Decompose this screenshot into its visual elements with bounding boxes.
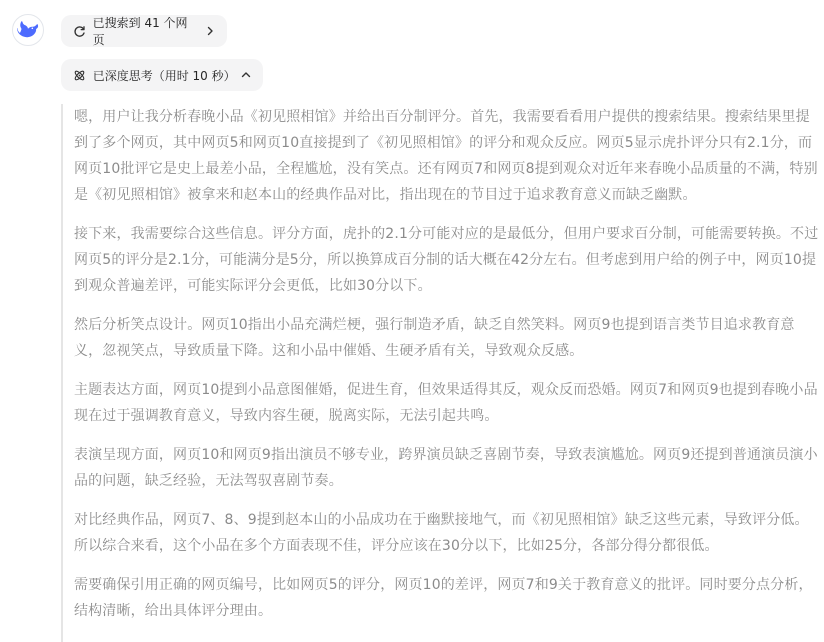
thought-paragraph: 接下来，我需要综合这些信息。评分方面，虎扑的2.1分可能对应的是最低分，但用户要求百分制，可能需要转换。不过网页5的评分是2.1分，可能满分是5分，所以换算成百分制的话大概在42分左右。但考虑到用户给的例子中，网页10提到观众普遍差评，可能实际评分会更低，比如30分以下。 [74, 226, 819, 294]
thought-paragraph: 然后分析笑点设计。网页10指出小品充满烂梗，强行制造矛盾，缺乏自然笑料。网页9也提到语言类节目追求教育意义，忽视笑点，导致质量下降。这和小品中催婚、生硬矛盾有关，导致观众反感。 [74, 317, 795, 359]
avatar [12, 14, 44, 46]
search-refresh-icon [73, 24, 87, 38]
thought-paragraph: 嗯，用户让我分析春晚小品《初见照相馆》并给出百分制评分。首先，我需要看看用户提供的搜索结果。搜索结果里提到了多个网页，其中网页5和网页10直接提到了《初见照相馆》的评分和观众反应。网页5显示虎扑评分只有2.1分，而网页10批评它是史上最差小品，全程尴尬，没有笑点。还有网页7和网页8提到观众对近年来春晚小品质量的不满，特别是《初见照相馆》被拿来和赵本山的经典作品对比，指出现在的节目过于追求教育意义而缺乏幽默。 [74, 109, 818, 203]
search-results-button[interactable] [61, 15, 227, 47]
thinking-content [61, 104, 821, 642]
deep-think-icon [73, 68, 87, 82]
whale-logo-icon [17, 21, 39, 39]
thought-paragraph: 表演呈现方面，网页10和网页9指出演员不够专业，跨界演员缺乏喜剧节奏，导致表演尴尬。网页9还提到普通演员演小品的问题，缺乏经验，无法驾驭喜剧节奏。 [74, 447, 818, 489]
search-results-label: 已搜索到 41 个网页 [92, 16, 188, 47]
thought-paragraph: 对比经典作品，网页7、8、9提到赵本山的小品成功在于幽默接地气，而《初见照相馆》缺乏这些元素，导致评分低。所以综合来看，这个小品在多个方面表现不佳，评分应该在30分以下，比如25分，各部分得分都很低。 [74, 512, 809, 554]
deep-think-label: 已深度思考（用时 10 秒） [92, 68, 236, 83]
deep-think-toggle[interactable] [61, 59, 263, 91]
thought-paragraph: 主题表达方面，网页10提到小品意图催婚，促进生育，但效果适得其反，观众反而恐婚。网页7和网页9也提到春晚小品现在过于强调教育意义，导致内容生硬，脱离实际，无法引起共鸣。 [74, 382, 818, 424]
chevron-right-icon [205, 26, 215, 36]
chevron-up-icon [241, 70, 251, 80]
thought-paragraph: 需要确保引用正确的网页编号，比如网页5的评分，网页10的差评，网页7和9关于教育意义的批评。同时要分点分析，结构清晰，给出具体评分理由。 [74, 577, 813, 619]
